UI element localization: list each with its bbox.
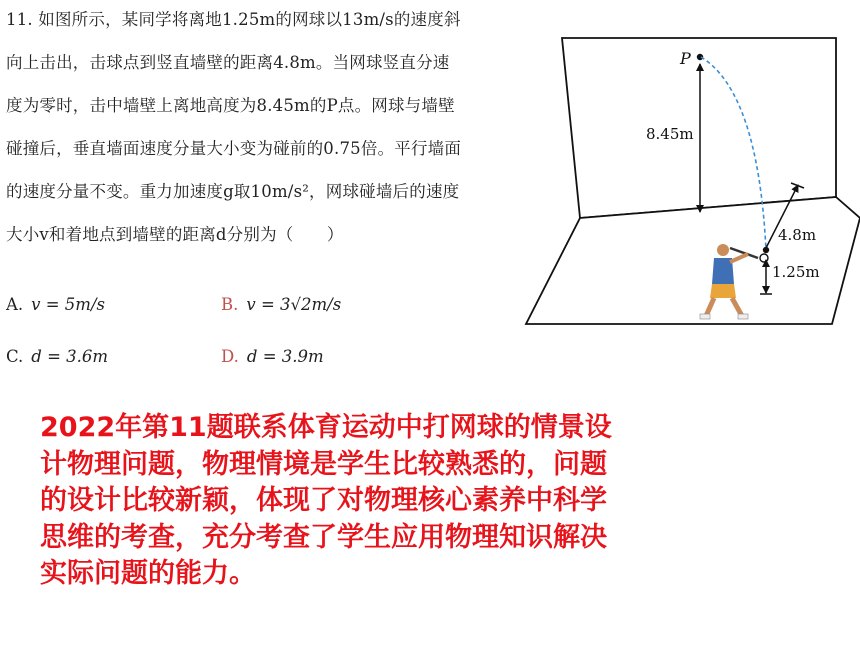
commentary-text — [40, 410, 780, 593]
option-a-letter: A. — [6, 295, 24, 314]
ground-plane — [526, 197, 860, 324]
commentary-line-4: 思维的考查，充分考查了学生应用物理知识解决 — [40, 521, 607, 553]
hit-point-dot — [763, 247, 769, 253]
commentary-line-1: 2022年第11题联系体育运动中打网球的情景设 — [40, 412, 612, 443]
option-c-letter: C. — [6, 347, 24, 366]
distance-label: 4.8m — [778, 226, 817, 244]
question-line-2: 向上击出，击球点到竖直墙壁的距离4.8m。当网球竖直分速 — [6, 53, 450, 72]
option-b — [221, 295, 341, 314]
option-d-expr: d = 3.9m — [246, 347, 324, 366]
question-line-6: 大小v和着地点到墙壁的距离d分别为（ ） — [6, 225, 344, 244]
height-label: 8.45m — [646, 125, 694, 143]
hit-height-label: 1.25m — [772, 263, 820, 281]
physics-diagram — [522, 22, 860, 342]
option-d-letter: D. — [221, 347, 239, 366]
option-b-expr: v = 3√2m/s — [246, 295, 342, 314]
option-d — [221, 347, 324, 366]
question-line-3: 度为零时，击中墙壁上离地高度为8.45m的P点。网球与墙壁 — [6, 96, 455, 115]
option-c — [6, 347, 108, 366]
question-line-4: 碰撞后，垂直墙面速度分量大小变为碰前的0.75倍。平行墙面 — [6, 139, 462, 158]
commentary-line-2: 计物理问题，物理情境是学生比较熟悉的，问题 — [40, 448, 607, 480]
commentary-line-5: 实际问题的能力。 — [40, 558, 256, 589]
diagram-svg — [522, 22, 860, 342]
option-a — [6, 295, 105, 314]
option-a-expr: v = 5m/s — [31, 295, 105, 314]
point-p-label: P — [680, 49, 691, 68]
option-c-expr: d = 3.6m — [31, 347, 109, 366]
commentary-line-3: 的设计比较新颖，体现了对物理核心素养中科学 — [40, 485, 607, 516]
question-line-5: 的速度分量不变。重力加速度g取10m/s²，网球碰墙后的速度 — [6, 182, 460, 201]
option-b-letter: B. — [221, 295, 239, 314]
question-line-1: 11. 如图所示，某同学将离地1.25m的网球以13m/s的速度斜 — [6, 10, 461, 29]
